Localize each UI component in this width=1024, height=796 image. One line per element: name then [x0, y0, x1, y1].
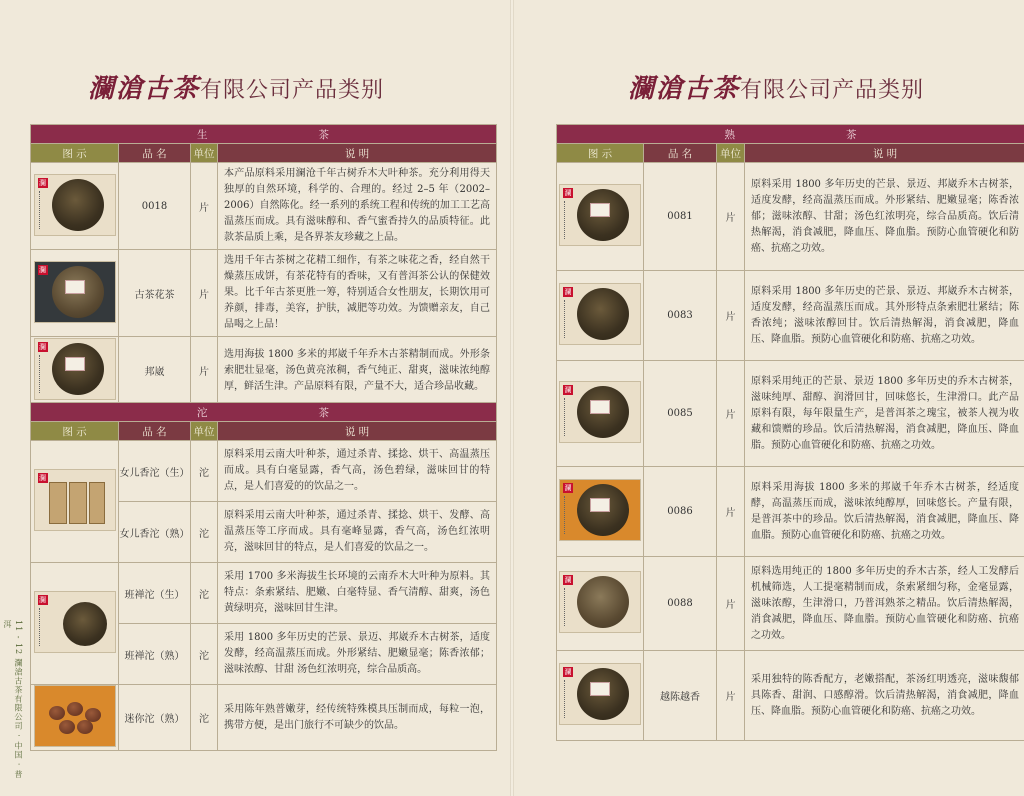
- page-title-left: [88, 68, 384, 105]
- brand-logo: 瀾滄古茶: [628, 74, 741, 104]
- product-desc: 原料选用纯正的 1800 多年历史的乔木古茶，经人工发酵后机械筛选，人工提毫精制而成，条索紧细匀称，金毫显露，滋味浓醇，生津滑口，乃普洱熟茶之精品。饮后清热解渴，消食减肥，降血压、降血脂。预防心血管硬化和防癌、抗癌之功效。: [745, 557, 1024, 651]
- bangwai-cake-image: 瀾: [34, 338, 116, 400]
- tea-cake-image: 瀾: [559, 571, 641, 633]
- table-row: [31, 337, 497, 405]
- product-name: 邦崴: [119, 337, 191, 405]
- table-row: [557, 467, 1024, 557]
- title-suffix: 有限公司产品类别: [200, 78, 385, 103]
- tea-cake-image: 瀾: [559, 184, 641, 246]
- product-unit: 片: [191, 337, 218, 405]
- product-unit: 片: [717, 163, 745, 271]
- product-name: 班禅沱（生）: [119, 563, 191, 624]
- product-desc: 选用海拔 1800 多米的邦崴千年乔木古茶精制而成。外形条索肥壮显毫，汤色黄亮浓稠，香气纯正、甜爽，滋味浓纯醇厚，鲜活生津。产品原料有限，产量不大，适合珍品收藏。: [218, 337, 497, 405]
- left-page: [0, 0, 510, 796]
- table-row: [31, 563, 497, 624]
- table-row: [31, 163, 497, 250]
- ripe-tea-table: [556, 124, 1024, 741]
- product-name: 越陈越香: [644, 651, 717, 741]
- product-unit: 沱: [191, 441, 218, 502]
- raw-tea-table: [30, 124, 497, 405]
- tea-cake-image: 瀾: [559, 381, 641, 443]
- tea-cake-image: 瀾: [559, 283, 641, 345]
- header-desc: 说 明: [745, 144, 1024, 163]
- mini-tuo-image: [34, 685, 116, 747]
- table-row: [31, 441, 497, 502]
- product-unit: 沱: [191, 563, 218, 624]
- table-row: [557, 651, 1024, 741]
- brand-logo: 瀾滄古茶: [88, 74, 201, 104]
- table-row: [31, 685, 497, 751]
- product-desc: 本产品原料采用澜沧千年古树乔木大叶种茶。充分利用得天独厚的自然环境，科学的、合理的。经过 2–5 年（2002–2006）自然陈化。经一系列的系统工程和传统的加工工艺高温蒸压而成。具有滋味醇和、香气蜜香持久的品质特征。此款茶品质上乘，是各界茶友珍藏之上品。: [218, 163, 497, 250]
- product-desc: 原料采用云南大叶种茶，通过杀青、揉捻、烘干、高温蒸压而成。具有白毫显露，香气高，汤色碧绿，滋味回甘的特点，是人们喜爱的的饮品之一。: [218, 441, 497, 502]
- page-title-right: [628, 68, 924, 105]
- product-desc: 原料采用 1800 多年历史的芒景、景迈、邦崴乔木古树茶，适度发酵，经高温蒸压而成。外形紧结、肥嫩显毫；陈香浓郁；滋味浓醇、甘甜；汤色红浓明亮，综合品质高。饮后清热解渴，消食减肥，降血压、降血脂。预防心血管硬化和防癌、抗癌之功效。: [745, 163, 1024, 271]
- tea-cake-image: 瀾: [34, 174, 116, 236]
- header-image: 图 示: [31, 422, 119, 441]
- product-name: 迷你沱（熟）: [119, 685, 191, 751]
- product-desc: 采用独特的陈香配方，老嫩搭配，茶汤红明透亮，滋味馥郁具陈香、甜润、口感醇滑。饮后清热解渴，消食减肥，降血压、降血脂。预防心血管硬化和防癌、抗癌之功效。: [745, 651, 1024, 741]
- table-header: [31, 422, 497, 441]
- table-row: [31, 250, 497, 337]
- table-row: [557, 271, 1024, 361]
- header-image: 图 示: [31, 144, 119, 163]
- product-unit: 沱: [191, 502, 218, 563]
- table-header: [31, 144, 497, 163]
- section-bar-ripe-tea: 熟 茶: [557, 125, 1024, 144]
- product-desc: 采用 1800 多年历史的芒景、景迈、邦崴乔木古树茶，适度发酵，经高温蒸压而成。外形紧结、肥嫩显毫；陈香浓郁；滋味浓醇、甘甜 汤色红浓明亮，综合品质高。: [218, 624, 497, 685]
- product-desc: 选用千年古茶树之花精工细作，有茶之味花之香，经自然干燥蒸压成饼，有茶花特有的香味，又有普洱茶公认的保健效果。比千年古茶更胜一筹，特别适合女性朋友，长期饮用可养颜，排毒，美容，护肤，减肥等功效。为馈赠亲友，自己品喝之上品！: [218, 250, 497, 337]
- product-name: 女儿香沱（熟）: [119, 502, 191, 563]
- header-unit: 单位: [717, 144, 745, 163]
- product-name: 古茶花茶: [119, 250, 191, 337]
- product-name: 0085: [644, 361, 717, 467]
- table-header: [557, 144, 1024, 163]
- table-row: [557, 361, 1024, 467]
- product-name: 0083: [644, 271, 717, 361]
- product-desc: 原料采用云南大叶种茶，通过杀青、揉捻、烘干、发酵、高温蒸压等工序而成。具有毫峰显露，香气高，汤色红浓明亮，滋味回甘的特点，是人们喜爱的饮品之一。: [218, 502, 497, 563]
- product-name: 女儿香沱（生）: [119, 441, 191, 502]
- tea-flower-cake-image: 瀾: [34, 261, 116, 323]
- header-desc: 说 明: [218, 144, 497, 163]
- product-unit: 片: [717, 651, 745, 741]
- product-desc: 原料采用 1800 多年历史的芒景、景迈、邦崴乔木古树茶，适度发酵，经高温蒸压而成。其外形特点条索肥壮紧结；陈香浓纯；滋味浓醇回甘。饮后清热解渴，消食减肥，降血压、降血脂。预防心血管硬化和防癌、抗癌之功效。: [745, 271, 1024, 361]
- tea-cake-image: 瀾: [559, 663, 641, 725]
- product-desc: 原料采用纯正的芒景、景迈 1800 多年历史的乔木古树茶，滋味纯厚、甜醇、润滑回甘，回味悠长，生津滑口。此产品原料有限，每年限量生产，是普洱茶之瑰宝，被茶人视为收藏和馈赠的珍品。饮后清热解渴，消食减肥，降血压、降血脂。预防心血管硬化和防癌、抗癌之功效。: [745, 361, 1024, 467]
- product-unit: 片: [717, 271, 745, 361]
- header-name: 品 名: [119, 422, 191, 441]
- header-desc: 说 明: [218, 422, 497, 441]
- product-name: 0086: [644, 467, 717, 557]
- header-name: 品 名: [119, 144, 191, 163]
- product-name: 0018: [119, 163, 191, 250]
- product-name: 班禅沱（熟）: [119, 624, 191, 685]
- section-bar-raw-tea: 生 茶: [31, 125, 497, 144]
- header-image: 图 示: [557, 144, 644, 163]
- tuo-bricks-image: 瀾: [34, 469, 116, 531]
- product-unit: 片: [191, 250, 218, 337]
- product-unit: 片: [717, 467, 745, 557]
- table-row: [557, 557, 1024, 651]
- header-name: 品 名: [644, 144, 717, 163]
- title-suffix: 有限公司产品类别: [740, 78, 925, 103]
- product-desc: 原料采用海拔 1800 多米的邦崴千年乔木古树茶，经适度酵，高温蒸压而成，滋味浓纯醇厚，回味悠长。产量有限，是普洱茶中的珍品。饮后清热解渴，消食减肥，降血压、降血脂。预防心血管硬化和防癌、抗癌之功效。: [745, 467, 1024, 557]
- header-unit: 单位: [191, 144, 218, 163]
- product-unit: 片: [717, 361, 745, 467]
- page-sidebar-text: 11 - 12 瀾滄古茶有限公司 · 中国 · 普洱: [3, 620, 23, 779]
- product-name: 0081: [644, 163, 717, 271]
- product-unit: 片: [717, 557, 745, 651]
- tea-cake-image: 瀾: [559, 479, 641, 541]
- tuo-tea-table: [30, 402, 497, 751]
- table-row: [557, 163, 1024, 271]
- product-unit: 沱: [191, 685, 218, 751]
- product-name: 0088: [644, 557, 717, 651]
- header-unit: 单位: [191, 422, 218, 441]
- product-desc: 采用 1700 多米海拔生长环境的云南乔木大叶种为原料。其特点：条索紧结、肥嫩、白毫特显、香气清醇、甜爽，汤色黄绿明亮，滋味回甘生津。: [218, 563, 497, 624]
- product-unit: 片: [191, 163, 218, 250]
- right-page: [514, 0, 1024, 796]
- product-unit: 沱: [191, 624, 218, 685]
- section-bar-tuo-tea: 沱 茶: [31, 403, 497, 422]
- product-desc: 采用陈年熟普嫩芽，经传统特殊模具压制而成，每粒一泡，携带方便，是出门旅行不可缺少的饮品。: [218, 685, 497, 751]
- banchan-tuo-image: 瀾: [34, 591, 116, 653]
